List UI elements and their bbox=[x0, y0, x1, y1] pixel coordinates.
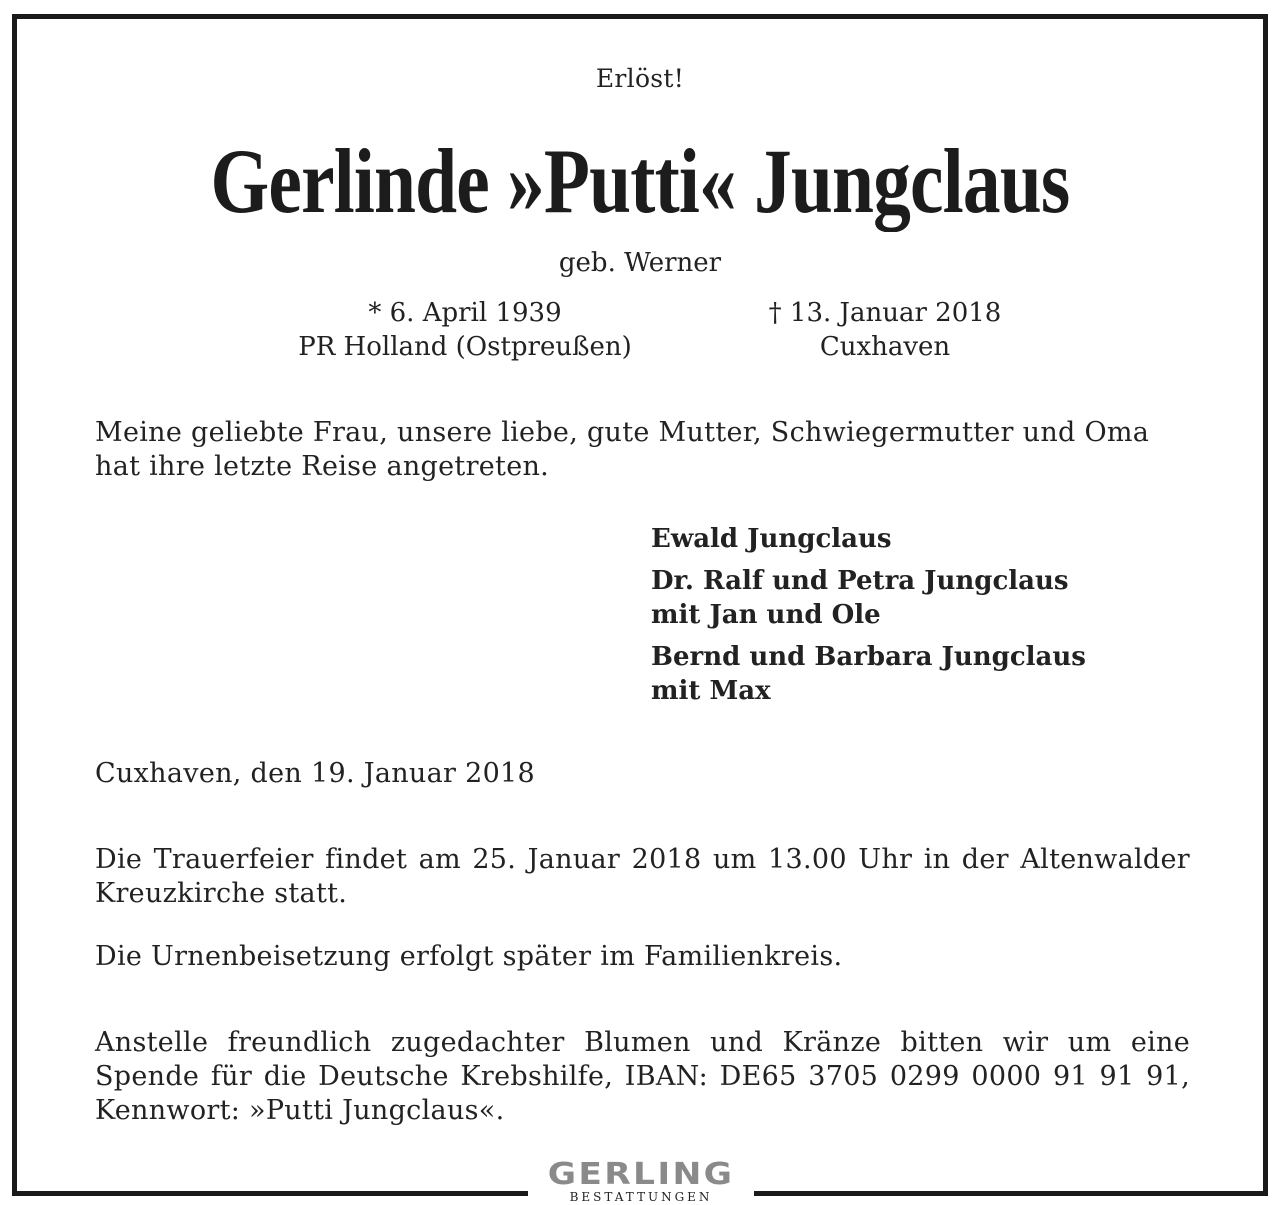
maiden-name: geb. Werner bbox=[558, 248, 722, 278]
logo-name: GERLING bbox=[547, 1157, 735, 1192]
funeral-home-logo bbox=[528, 1157, 754, 1205]
funeral-info: Die Trauerfeier findet am 25. Januar 2018 um 13.00 Uhr in der Altenwalder Kreuzkirche statt. bbox=[95, 844, 1190, 909]
signer-ewald: Ewald Jungclaus bbox=[651, 524, 892, 554]
death-info bbox=[700, 296, 1070, 364]
signer-bernd-barbara: Bernd und Barbara Jungclaus mit Max bbox=[651, 642, 1086, 706]
deceased-name: Gerlinde »Putti« Jungclaus bbox=[210, 130, 1070, 232]
death-place: Cuxhaven bbox=[819, 332, 951, 362]
place-date: Cuxhaven, den 19. Januar 2018 bbox=[95, 758, 536, 789]
urn-info: Die Urnenbeisetzung erfolgt später im Familienkreis. bbox=[95, 941, 843, 972]
death-date: † 13. Januar 2018 bbox=[768, 298, 1002, 328]
birth-info bbox=[240, 296, 690, 364]
logo-subtitle: BESTATTUNGEN bbox=[569, 1190, 713, 1204]
intro-text: Meine geliebte Frau, unsere liebe, gute Mutter, Schwiegermutter und Oma hat ihre letzte Reise angetreten. bbox=[95, 417, 1150, 482]
signers-block bbox=[651, 522, 1086, 716]
donation-info: Anstelle freundlich zugedachter Blumen und Kränze bitten wir um eine Spende für die Deutsche Krebshilfe, IBAN: DE65 3705 0299 0000 91 91 91, Kennwort: »Putti Jungclaus«. bbox=[95, 1027, 1190, 1126]
top-line: Erlöst! bbox=[595, 64, 685, 93]
birth-place: PR Holland (Ostpreußen) bbox=[298, 332, 632, 362]
signer-ralf-petra: Dr. Ralf und Petra Jungclaus mit Jan und Ole bbox=[651, 566, 1069, 630]
birth-date: * 6. April 1939 bbox=[368, 298, 562, 328]
